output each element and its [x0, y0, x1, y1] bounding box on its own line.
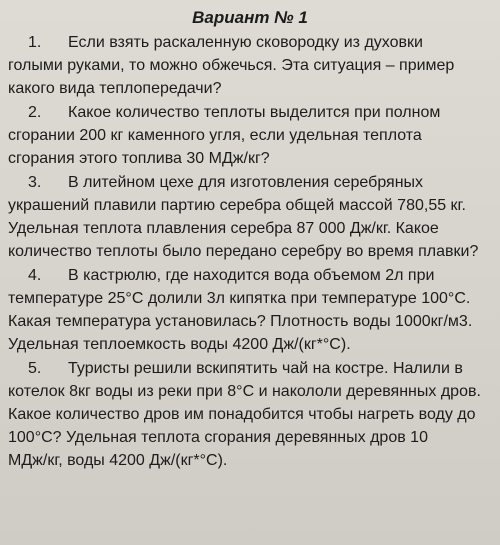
- problem-line: МДж/кг, воды 4200 Дж/(кг*°С).: [8, 452, 228, 469]
- problem-line: 3. В литейном цехе для изготовления серебряных: [8, 171, 492, 194]
- problem-1: [8, 31, 492, 100]
- problem-line: какого вида теплопередачи?: [8, 80, 222, 97]
- problem-number: 1.: [28, 34, 42, 51]
- problem-line: голыми руками, то можно обжечься. Эта ситуация – пример: [8, 57, 455, 74]
- problem-number: 2.: [28, 104, 42, 121]
- problem-line: Какая температура установилась? Плотность воды 1000кг/м3.: [8, 313, 473, 330]
- problem-line: Удельная теплоемкость воды 4200 Дж/(кг*°С).: [8, 336, 351, 353]
- variant-title: Вариант № 1: [192, 8, 308, 27]
- problem-line: количество теплоты было передано серебру во время плавки?: [8, 243, 479, 260]
- problem-5: [8, 357, 492, 472]
- problem-line: температуре 25°С долили 3л кипятка при температуре 100°С.: [8, 290, 471, 307]
- problem-2: [8, 101, 492, 170]
- problem-number: 4.: [28, 267, 42, 284]
- problem-line: Какое количество дров им понадобится чтобы нагреть воду до: [8, 406, 476, 423]
- problem-line: 2. Какое количество теплоты выделится при полном: [8, 101, 492, 124]
- problem-number: 3.: [28, 174, 42, 191]
- problem-line: украшений плавили партию серебра общей массой 780,55 кг.: [8, 197, 466, 214]
- problem-line: 100°С? Удельная теплота сгорания деревянных дров 10: [8, 429, 428, 446]
- problem-number: 5.: [28, 360, 42, 377]
- problem-line: 4. В кастрюлю, где находится вода объемом 2л при: [8, 264, 492, 287]
- problem-line: 5. Туристы решили вскипятить чай на костре. Налили в: [8, 357, 492, 380]
- problem-line: котелок 8кг воды из реки при 8°С и накололи деревянных дров.: [8, 383, 481, 400]
- problem-4: [8, 264, 492, 356]
- problem-3: [8, 171, 492, 263]
- problem-line: сгорания этого топлива 30 МДж/кг?: [8, 150, 270, 167]
- problem-line: Удельная теплота плавления серебра 87 000 Дж/кг. Какое: [8, 220, 439, 237]
- problem-line: 1. Если взять раскаленную сковородку из духовки: [8, 31, 492, 54]
- problem-line: сгорании 200 кг каменного угля, если удельная теплота: [8, 127, 422, 144]
